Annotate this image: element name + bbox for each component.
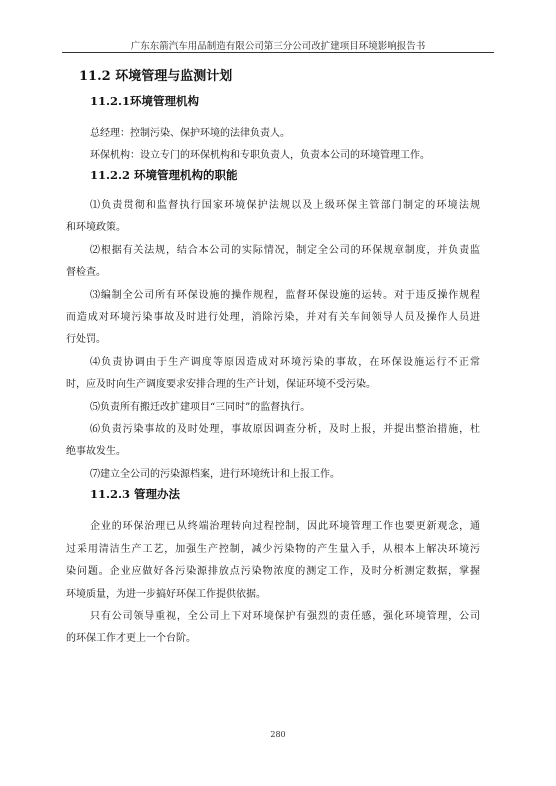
paragraph-line: 环境质量，为进一步搞好环保工作提供依据。 [66, 589, 266, 600]
paragraph-line: ⑺建立全公司的污染源档案，进行环境统计和上报工作。 [90, 469, 340, 480]
paragraph-line: 而造成对环境污染事故及时进行处理，消除污染，并对有关车间领导人员及操作人员进 [66, 312, 480, 323]
paragraph-line: ⑷负责协调由于生产调度等原因造成对环境污染的事故，在环保设施运行不正常 [90, 357, 480, 368]
paragraph-line: ⑵根据有关法规，结合本公司的实际情况，制定全公司的环保规章制度，并负责监 [90, 245, 480, 256]
paragraph-line: 和环境政策。 [66, 222, 126, 233]
page-header: 广东东箭汽车用品制造有限公司第三分公司改扩建项目环境影响报告书 [130, 41, 426, 52]
paragraph-line: 企业的环保治理已从终端治理转向过程控制，因此环境管理工作也要更新观念，通 [90, 521, 480, 532]
subsection-heading-11-2-3: 11.2.3 管理办法 [90, 487, 181, 501]
paragraph-line: 行处罚。 [66, 334, 106, 345]
paragraph-line: 督检查。 [66, 267, 106, 278]
paragraph-line: 的环保工作才更上一个台阶。 [66, 633, 196, 644]
subsection-heading-11-2-2: 11.2.2 环境管理机构的职能 [90, 168, 238, 182]
paragraph-line: 只有公司领导重视，全公司上下对环境保护有强烈的责任感，强化环境管理，公司 [90, 611, 480, 622]
paragraph-line: 染问题。企业应做好各污染源排放点污染物浓度的测定工作，及时分析测定数据，掌握 [66, 566, 480, 577]
paragraph-line: 时，应及时向生产调度要求安排合理的生产计划，保证环境不受污染。 [66, 379, 376, 390]
header-divider [62, 52, 494, 53]
paragraph-line: 绝事故发生。 [66, 446, 126, 457]
page-number: 280 [270, 730, 286, 739]
paragraph-line: 环保机构：设立专门的环保机构和专职负责人，负责本公司的环境管理工作。 [90, 150, 430, 161]
paragraph-line: ⑹负责污染事故的及时处理，事故原因调查分析，及时上报，并提出整治措施，杜 [90, 424, 480, 435]
paragraph-line: 总经理：控制污染、保护环境的法律负责人。 [90, 128, 290, 139]
paragraph-line: ⑶编制全公司所有环保设施的操作规程，监督环保设施的运转。对于违反操作规程 [90, 290, 480, 301]
subsection-heading-11-2-1: 11.2.1环境管理机构 [90, 94, 200, 108]
paragraph-line: ⑴负责贯彻和监督执行国家环境保护法规以及上级环保主管部门制定的环境法规 [90, 200, 480, 211]
paragraph-line: ⑸负责所有搬迁改扩建项目“三同时”的监督执行。 [90, 402, 311, 413]
section-heading: 11.2 环境管理与监测计划 [79, 69, 233, 84]
paragraph-line: 过采用清洁生产工艺，加强生产控制，减少污染物的产生量入手，从根本上解决环境污 [66, 544, 480, 555]
